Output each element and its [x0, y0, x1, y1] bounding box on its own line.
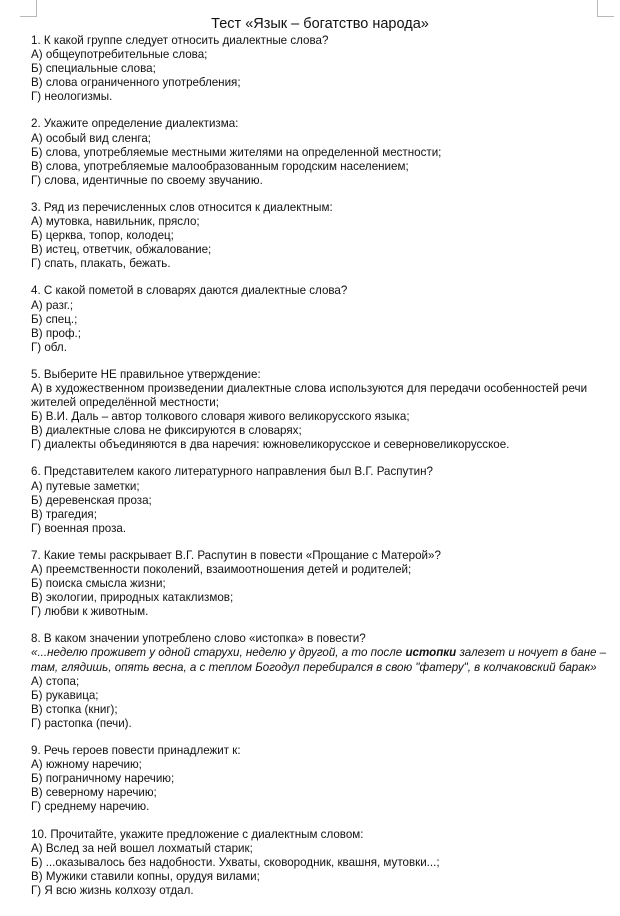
question-3	[31, 201, 609, 271]
answer-option-c: В) диалектные слова не фиксируются в словарях;	[31, 424, 302, 438]
answer-option-b: Б) поиска смысла жизни;	[31, 577, 166, 591]
answer-option-d: Г) среднему наречию.	[31, 800, 150, 814]
question-7	[31, 549, 609, 619]
question-1	[31, 34, 609, 104]
answer-option-d: Г) спать, плакать, бежать.	[31, 257, 171, 271]
answer-option-b: Б) церква, топор, колодец;	[31, 229, 174, 243]
answer-option-b: Б) специальные слова;	[31, 62, 156, 76]
answer-option-c: В) трагедия;	[31, 507, 97, 521]
answer-option-a: А) разг.;	[31, 298, 74, 312]
question-text: 2. Укажите определение диалектизма:	[31, 117, 239, 131]
answer-option-c: В) слова, употребляемые малообразованным городским населением;	[31, 159, 409, 173]
answer-option-a: А) стопа;	[31, 674, 80, 688]
quote-text-start: «...неделю проживет у одной старухи, неделю у другой, а то после	[31, 646, 406, 660]
answer-option-d: Г) обл.	[31, 340, 67, 354]
question-8	[31, 632, 609, 731]
answer-option-c: В) слова ограниченного употребления;	[31, 76, 241, 90]
question-text: 10. Прочитайте, укажите предложение с диалектным словом:	[31, 827, 364, 841]
answer-option-c: В) проф.;	[31, 326, 81, 340]
question-text: 9. Речь героев повести принадлежит к:	[31, 744, 241, 758]
question-text: 7. Какие темы раскрывает В.Г. Распутин в повести «Прощание с Матерой»?	[31, 548, 441, 562]
answer-option-d: Г) слова, идентичные по своему звучанию.	[31, 173, 263, 187]
document-title: Тест «Язык – богатство народа»	[211, 16, 429, 32]
question-text: 6. Представителем какого литературного направления был В.Г. Распутин?	[31, 465, 433, 479]
answer-option-a: А) преемственности поколений, взаимоотношения детей и родителей;	[31, 563, 412, 576]
answer-option-a: А) южному наречию;	[31, 758, 142, 772]
answer-option-d: Г) неологизмы.	[31, 90, 113, 104]
question-4	[31, 284, 609, 354]
answer-option-a: А) Вслед за ней вошел лохматый старик;	[31, 841, 253, 855]
question-2	[31, 117, 609, 187]
test-document	[31, 15, 609, 898]
answer-option-b: Б) пограничному наречию;	[31, 772, 175, 786]
question-text: 3. Ряд из перечисленных слов относится к диалектным:	[31, 200, 333, 214]
answer-option-d: Г) Я всю жизнь колхозу отдал.	[31, 883, 194, 897]
question-9	[31, 744, 609, 814]
answer-option-c: В) экологии, природных катаклизмов;	[31, 591, 234, 605]
answer-option-c: В) истец, ответчик, обжалование;	[31, 243, 212, 257]
answer-option-b: Б) слова, употребляемые местными жителями на определенной местности;	[31, 145, 442, 159]
answer-option-b: Б) спец.;	[31, 312, 78, 326]
question-text: 8. В каком значении употреблено слово «истопка» в повести?	[31, 632, 366, 646]
quote-highlighted-word: истопки	[405, 646, 457, 660]
answer-option-b: Б) деревенская проза;	[31, 493, 152, 507]
question-text: 1. К какой группе следует относить диалектные слова?	[31, 34, 329, 47]
quote-text-end: залезет и ночует в бане – там, глядишь, опять весна, а с теплом Богодул перебирался в свою "фатеру", в колчаковский барак»	[31, 646, 607, 674]
answer-option-d: Г) диалекты объединяются в два наречия: южновеликорусское и северновеликорусское.	[31, 438, 510, 452]
question-text: 5. Выберите НЕ правильное утверждение:	[31, 367, 261, 381]
question-text: 4. С какой пометой в словарях даются диалектные слова?	[31, 284, 348, 298]
answer-option-c: В) Мужики ставили копны, орудуя вилами;	[31, 869, 260, 883]
answer-option-b: Б) ...оказывалось без надобности. Ухваты, сковородник, квашня, мутовки...;	[31, 855, 440, 869]
question-6	[31, 465, 609, 535]
answer-option-a: А) путевые заметки;	[31, 479, 140, 493]
question-10	[31, 828, 609, 898]
answer-option-c: В) северному наречию;	[31, 786, 157, 800]
answer-option-b: Б) рукавица;	[31, 688, 99, 702]
answer-option-a: А) общеупотребительные слова;	[31, 48, 208, 62]
answer-option-a: А) особый вид сленга;	[31, 131, 151, 145]
question-5	[31, 368, 609, 453]
answer-option-d: Г) растопка (печи).	[31, 716, 132, 730]
answer-option-b: Б) В.И. Даль – автор толкового словаря живого великорусского языка;	[31, 410, 410, 424]
quote-excerpt	[31, 646, 609, 674]
answer-option-c: В) стопка (книг);	[31, 702, 118, 716]
answer-option-d: Г) любви к животным.	[31, 605, 149, 619]
answer-option-a: А) в художественном произведении диалектные слова используются для передачи особенностей речи жителей определённой местности;	[31, 381, 588, 410]
answer-option-d: Г) военная проза.	[31, 521, 127, 535]
answer-option-a: А) мутовка, навильник, прясло;	[31, 215, 200, 229]
